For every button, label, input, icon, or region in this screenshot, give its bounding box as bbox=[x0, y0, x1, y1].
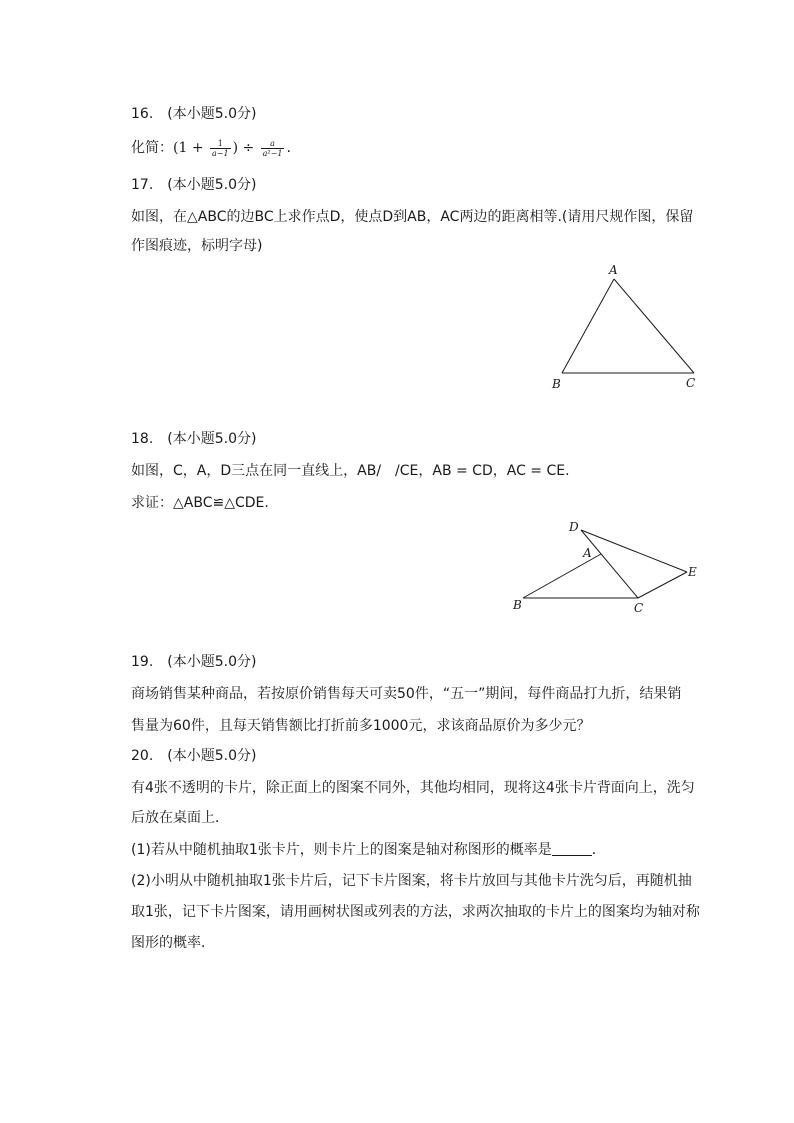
q18-line-cd bbox=[581, 530, 638, 598]
q16-fraction-1 bbox=[210, 139, 231, 158]
q18-label-b: B bbox=[513, 598, 522, 612]
q20-part1-text: (1)若从中随机抽取1张卡片，则卡片上的图案是轴对称图形的概率是 bbox=[131, 842, 552, 858]
q16-prefix: 化简： bbox=[131, 140, 173, 156]
q18-line1: 如图，C，A，D三点在同一直线上，AB/ /CE，AB = CD，AC = CE. bbox=[131, 463, 570, 479]
q18-label-d: D bbox=[569, 520, 579, 534]
q16-f2-numerator: a bbox=[261, 139, 285, 149]
q16-f1-numerator: 1 bbox=[210, 139, 231, 149]
q16-rparen-div: ) ÷ bbox=[232, 140, 259, 156]
q16-fraction-2 bbox=[261, 139, 285, 158]
q16-lparen: (1 + bbox=[173, 140, 208, 156]
q18-triangles-figure bbox=[505, 512, 705, 617]
q17-side-ac bbox=[614, 279, 694, 373]
q18-side-de bbox=[581, 530, 687, 572]
q20-part2-line3: 图形的概率． bbox=[131, 935, 215, 951]
q17-label-c: C bbox=[686, 376, 696, 390]
q17-side-ab bbox=[562, 279, 614, 373]
q16-f2-denominator: a²−1 bbox=[262, 148, 283, 158]
q16-f1-denominator: a−1 bbox=[212, 148, 229, 158]
q18-side-ab bbox=[523, 554, 601, 598]
q18-label-e: E bbox=[688, 565, 697, 579]
q17-triangle-figure bbox=[540, 258, 710, 398]
q18-header: 18. (本小题5.0分) bbox=[131, 431, 257, 447]
q20-line2: 后放在桌面上． bbox=[131, 810, 229, 826]
q17-label-b: B bbox=[552, 377, 561, 391]
q18-line2: 求证：△ABC≌△CDE. bbox=[131, 495, 269, 511]
q18-label-c: C bbox=[634, 601, 644, 615]
q20-header: 20. (本小题5.0分) bbox=[131, 748, 257, 764]
q20-line1: 有4张不透明的卡片，除正面上的图案不同外，其他均相同，现将这4张卡片背面向上，洗匀 bbox=[131, 780, 695, 796]
q16-end: . bbox=[286, 140, 291, 156]
q20-part2-line2: 取1张，记下卡片图案，请用画树状图或列表的方法，求两次抽取的卡片上的图案均为轴对称 bbox=[131, 904, 700, 920]
q19-header: 19. (本小题5.0分) bbox=[131, 654, 257, 670]
q17-header: 17. (本小题5.0分) bbox=[131, 177, 257, 193]
q18-side-ce bbox=[638, 572, 687, 598]
q16-expression bbox=[131, 138, 291, 158]
q18-label-a: A bbox=[583, 546, 592, 560]
q17-label-a: A bbox=[609, 263, 618, 277]
q17-line2: 作图痕迹，标明字母) bbox=[131, 238, 263, 254]
q17-line1: 如图，在△ABC的边BC上求作点D，使点D到AB，AC两边的距离相等.(请用尺规作图，保留 bbox=[131, 209, 694, 225]
q16-header: 16. (本小题5.0分) bbox=[131, 106, 257, 122]
q19-line2: 售量为60件，且每天销售额比打折前多1000元，求该商品原价为多少元？ bbox=[131, 718, 591, 734]
q19-line1: 商场销售某种商品，若按原价销售每天可卖50件，“五一”期间，每件商品打九折，结果销 bbox=[131, 686, 682, 702]
q20-part1-end: ． bbox=[591, 842, 606, 858]
answer-blank bbox=[552, 841, 592, 856]
q20-part2-line1: (2)小明从中随机抽取1张卡片后，记下卡片图案，将卡片放回与其他卡片洗匀后，再随机抽 bbox=[131, 873, 692, 889]
q20-part1 bbox=[131, 840, 606, 860]
